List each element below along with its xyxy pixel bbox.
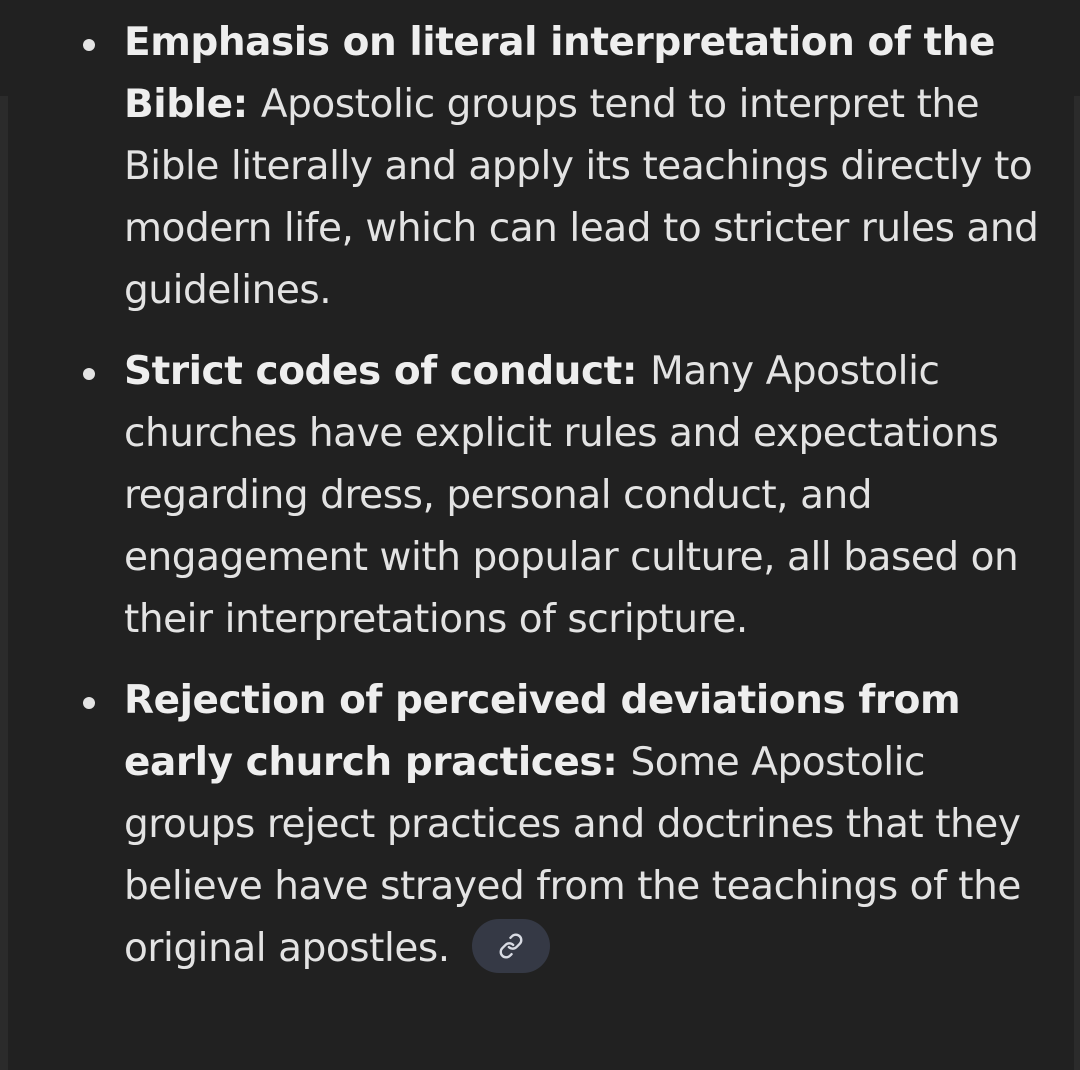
bullet-text: Apostolic groups tend to interpret the Bible literally and apply its teachings directly to modern life, which can lead to stricter rules and guidelines. [124,82,1039,313]
bullet-item-literal-interpretation [0,12,1080,322]
bullet-item-codes-of-conduct [0,341,1080,651]
bullet-dot [83,368,95,380]
bullet-heading: Rejection of perceived deviations from early church practices: [124,678,961,785]
bullet-dot [83,39,95,51]
bullet-item-rejection-of-deviations [0,670,1080,980]
source-link-chip[interactable] [472,919,550,973]
bullet-heading: Emphasis on literal interpretation of the Bible: [124,20,996,127]
bullet-heading: Strict codes of conduct: [124,349,651,394]
link-icon [498,933,524,959]
response-bullet-list [0,12,1080,999]
bullet-dot [83,697,95,709]
bullet-text: Some Apostolic groups reject practices and doctrines that they believe have strayed from the teachings of the original apostles. [124,740,1021,971]
bullet-text: Many Apostolic churches have explicit rules and expectations regarding dress, personal conduct, and engagement with popular culture, all based on their interpretations of scripture. [124,349,1019,642]
